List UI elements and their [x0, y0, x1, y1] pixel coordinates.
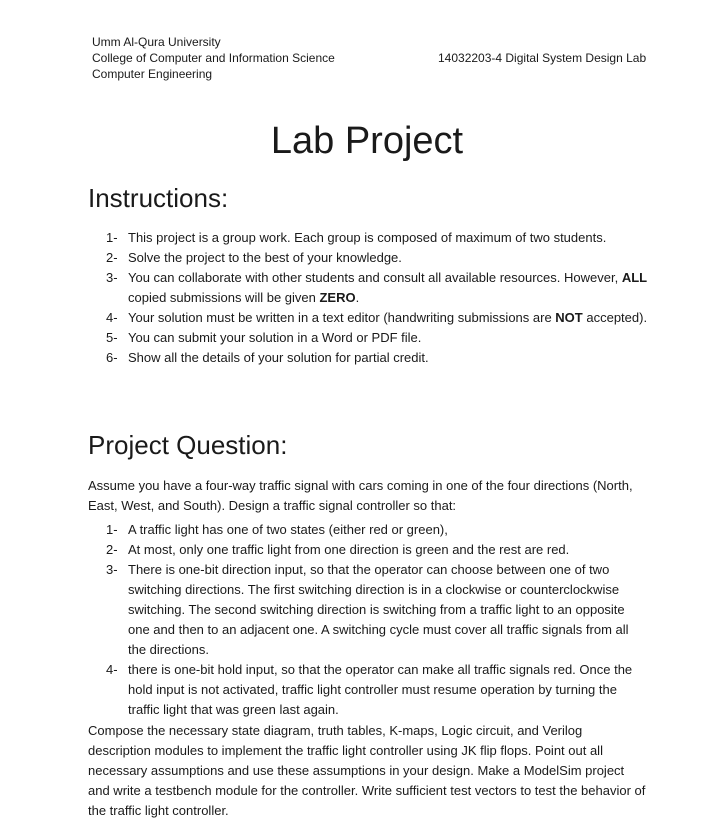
list-item	[88, 328, 648, 348]
page-title: Lab Project	[270, 120, 464, 162]
question-list	[88, 520, 648, 720]
list-item	[88, 540, 648, 560]
course-label: 14032203-4 Digital System Design Lab	[438, 51, 647, 65]
item-number: 2-	[106, 250, 118, 265]
list-item	[88, 560, 648, 660]
item-text: Your solution must be written in a text editor (handwriting submissions are	[128, 310, 556, 325]
university-name: Umm Al-Qura University	[92, 35, 221, 49]
item-text: .	[355, 290, 360, 305]
college-name: College of Computer and Information Science	[92, 51, 335, 65]
item-text: Solve the project to the best of your knowledge.	[128, 250, 402, 265]
instructions-list	[88, 228, 648, 368]
item-text: You can collaborate with other students and consult all available resources. However,	[128, 270, 619, 285]
list-item	[88, 348, 648, 368]
question-heading: Project Question:	[88, 430, 288, 460]
list-item	[88, 228, 648, 248]
item-number: 4-	[106, 662, 118, 677]
department-name: Computer Engineering	[92, 67, 213, 81]
item-text: Show all the details of your solution for partial credit.	[128, 350, 429, 365]
item-text: At most, only one traffic light from one direction is green and the rest are red.	[128, 542, 570, 557]
item-text: This project is a group work. Each group is composed of maximum of two students.	[128, 230, 607, 245]
item-text: There is one-bit direction input, so that the operator can choose between one of two switching directions. The first switching direction is in a clockwise or counterclockwise switching. The second switching direction is switching from a traffic light to an opposite one and then to an adjacent one. A switching cycle must cover all traffic signals from all the directions.	[128, 562, 629, 657]
closing-paragraph: Compose the necessary state diagram, truth tables, K-maps, Logic circuit, and Verilog description modules to implement the traffic light controller using JK flip flops. Point out all necessary assumptions and use these assumptions in your design. Make a ModelSim project and write a testbench module for the controller. Write sufficient test vectors to test the behavior of the traffic light controller.	[88, 723, 646, 818]
item-number: 5-	[106, 330, 118, 345]
item-number: 4-	[106, 310, 118, 325]
list-item	[88, 248, 648, 268]
item-number: 2-	[106, 542, 118, 557]
item-bold: ZERO	[319, 290, 356, 305]
item-number: 3-	[106, 562, 118, 577]
item-number: 1-	[106, 522, 118, 537]
item-number: 3-	[106, 270, 118, 285]
item-text: accepted).	[582, 310, 648, 325]
item-number: 6-	[106, 350, 118, 365]
question-intro: Assume you have a four-way traffic signal with cars coming in one of the four directions (North, East, West, and South). Design a traffic signal controller so that:	[88, 478, 633, 513]
list-item	[88, 308, 648, 328]
header-institution	[92, 34, 335, 82]
list-item	[88, 520, 648, 540]
list-item	[88, 268, 648, 308]
instructions-heading: Instructions:	[88, 183, 229, 213]
item-text: A traffic light has one of two states (either red or green),	[128, 522, 448, 537]
item-bold: NOT	[555, 310, 583, 325]
list-item	[88, 660, 648, 720]
item-bold: ALL	[621, 270, 648, 285]
item-number: 1-	[106, 230, 118, 245]
item-text: You can submit your solution in a Word or PDF file.	[128, 330, 422, 345]
item-text: copied submissions will be given	[128, 290, 320, 305]
item-text: there is one-bit hold input, so that the operator can make all traffic signals red. Once the hold input is not activated, traffic light controller must resume operation by turning the traffic light that was green last again.	[128, 662, 633, 717]
